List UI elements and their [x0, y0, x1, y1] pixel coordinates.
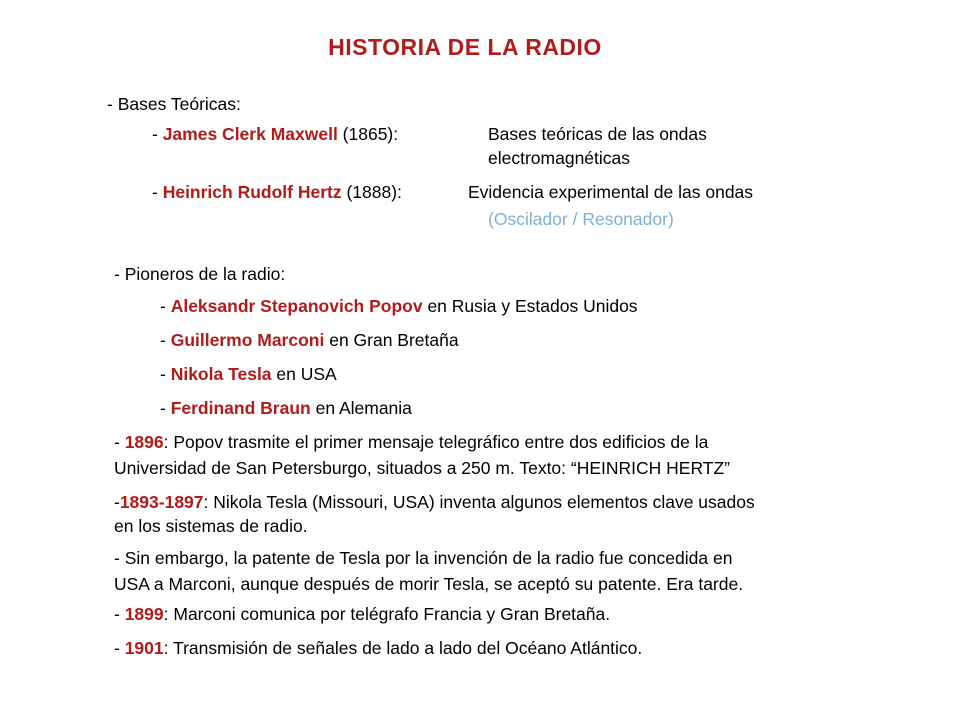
- event-1893-line2: en los sistemas de radio.: [114, 516, 308, 536]
- pionero-braun: [160, 396, 412, 420]
- pionero-rest: en Gran Bretaña: [324, 330, 459, 350]
- pionero-tesla: [160, 362, 337, 386]
- event-year: 1899: [124, 604, 164, 624]
- pionero-name: Aleksandr Stepanovich Popov: [170, 296, 423, 316]
- maxwell-name: James Clerk Maxwell: [162, 124, 338, 144]
- page-title: HISTORIA DE LA RADIO: [328, 34, 602, 60]
- event-1893-line1: [114, 490, 755, 514]
- pionero-dash: -: [160, 398, 171, 418]
- pionero-name: Guillermo Marconi: [170, 330, 325, 350]
- pionero-popov: [160, 294, 638, 318]
- event-dash: -: [114, 492, 120, 512]
- hertz-desc-line2: (Oscilador / Resonador): [488, 209, 674, 229]
- hertz-name: Heinrich Rudolf Hertz: [162, 182, 342, 202]
- pionero-dash: -: [160, 296, 171, 316]
- pionero-rest: en Alemania: [310, 398, 412, 418]
- pionero-name: Nikola Tesla: [170, 364, 272, 384]
- event-text: : Marconi comunica por telégrafo Francia y Gran Bretaña.: [163, 604, 611, 624]
- maxwell-entry: [152, 122, 398, 146]
- event-dash: -: [114, 432, 125, 452]
- pionero-marconi: [160, 328, 459, 352]
- event-text: : Nikola Tesla (Missouri, USA) inventa algunos elementos clave usados: [203, 492, 755, 512]
- event-dash: -: [114, 604, 125, 624]
- hertz-entry: [152, 180, 402, 204]
- event-year: 1901: [124, 638, 164, 658]
- event-1901: [114, 636, 642, 660]
- event-text: : Transmisión de señales de lado a lado del Océano Atlántico.: [163, 638, 643, 658]
- event-year: 1893-1897: [119, 492, 204, 512]
- event-text: : Popov trasmite el primer mensaje telegráfico entre dos edificios de la: [163, 432, 709, 452]
- maxwell-dash: -: [152, 124, 163, 144]
- maxwell-desc-line1: Bases teóricas de las ondas: [488, 124, 707, 144]
- bases-heading: - Bases Teóricas:: [107, 94, 241, 114]
- event-1896-line1: [114, 430, 708, 454]
- pionero-dash: -: [160, 364, 171, 384]
- hertz-desc-line1: Evidencia experimental de las ondas: [468, 182, 754, 202]
- hertz-year: (1888):: [341, 182, 402, 202]
- event-1896-line2: Universidad de San Petersburgo, situados a 250 m. Texto: “HEINRICH HERTZ”: [114, 458, 731, 478]
- pionero-rest: en Rusia y Estados Unidos: [422, 296, 638, 316]
- patente-line1: - Sin embargo, la patente de Tesla por la invención de la radio fue concedida en: [114, 548, 733, 568]
- event-1899: [114, 602, 610, 626]
- hertz-dash: -: [152, 182, 163, 202]
- pionero-dash: -: [160, 330, 171, 350]
- maxwell-desc-line2: electromagnéticas: [488, 148, 631, 168]
- event-year: 1896: [124, 432, 164, 452]
- maxwell-year: (1865):: [337, 124, 399, 144]
- event-dash: -: [114, 638, 125, 658]
- pionero-rest: en USA: [271, 364, 337, 384]
- pionero-name: Ferdinand Braun: [170, 398, 311, 418]
- pioneros-heading: - Pioneros de la radio:: [114, 264, 286, 284]
- patente-line2: USA a Marconi, aunque después de morir Tesla, se aceptó su patente. Era tarde.: [114, 574, 744, 594]
